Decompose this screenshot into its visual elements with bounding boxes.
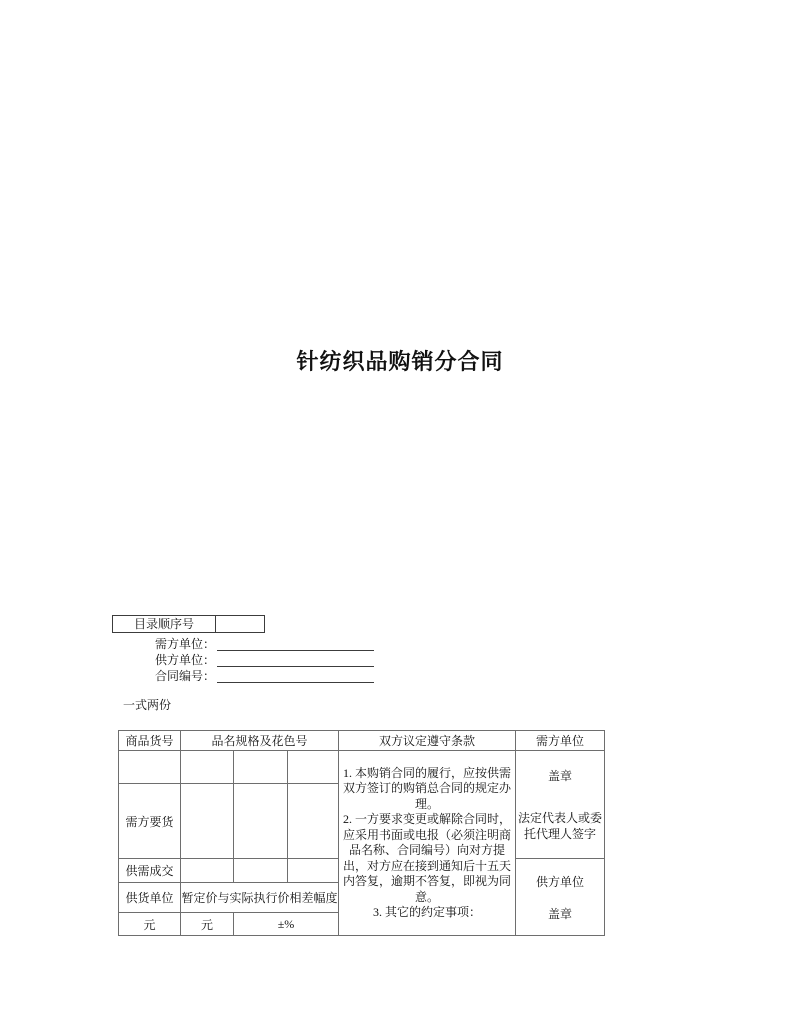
field-contract-number bbox=[155, 668, 374, 683]
catalog-number-label: 目录顺序号 bbox=[113, 616, 216, 632]
empty-cell bbox=[234, 751, 288, 784]
empty-cell bbox=[288, 859, 339, 883]
field-supply-unit-blank bbox=[217, 653, 374, 667]
table-header-row bbox=[119, 731, 605, 751]
field-demand-unit-label: 需方单位： bbox=[155, 637, 216, 651]
terms-item-1: 1. 本购销合同的履行，应按供需双方签订的购销总合同的规定办理。 bbox=[343, 765, 512, 811]
demand-unit-sign-cell bbox=[516, 751, 605, 859]
header-fields bbox=[155, 636, 374, 684]
unit-yuan-cell: 元 bbox=[181, 913, 234, 936]
terms-item-2: 2. 一方要求变更或解除合同时，应采用书面或电报（必须注明商品名称、合同编号）向对方提出，对方应在接到通知后十五天内答复，逾期不答复，即视为同意。 bbox=[343, 812, 512, 904]
empty-cell bbox=[181, 859, 234, 883]
header-item-no: 商品货号 bbox=[119, 731, 181, 751]
document-title: 针纺织品购销分合同 bbox=[296, 349, 504, 374]
supply-unit-label: 供方单位 bbox=[536, 874, 585, 889]
terms-cell bbox=[339, 751, 516, 936]
unit-yuan-cell: 元 bbox=[119, 913, 181, 936]
empty-cell bbox=[119, 751, 181, 784]
empty-cell bbox=[181, 784, 234, 859]
row-label-supply-demand-deal: 供需成交 bbox=[119, 859, 181, 883]
header-terms: 双方议定遵守条款 bbox=[339, 731, 516, 751]
plus-minus-percent-cell: ±% bbox=[234, 913, 339, 936]
header-demand-unit: 需方单位 bbox=[516, 731, 605, 751]
table-row bbox=[119, 751, 605, 784]
legal-representative-label: 法定代表人或委托代理人签字 bbox=[518, 811, 603, 841]
catalog-number-box bbox=[112, 615, 265, 633]
field-demand-unit bbox=[155, 636, 374, 651]
field-supply-unit bbox=[155, 652, 374, 667]
supply-seal-label: 盖章 bbox=[548, 906, 573, 921]
empty-cell bbox=[288, 751, 339, 784]
header-name-spec: 品名规格及花色号 bbox=[181, 731, 339, 751]
row-label-supply-unit: 供货单位 bbox=[119, 883, 181, 913]
supply-unit-sign-cell bbox=[516, 859, 605, 936]
price-diff-range-label: 暂定价与实际执行价相差幅度 bbox=[181, 883, 339, 913]
row-label-demand-order: 需方要货 bbox=[119, 784, 181, 859]
demand-seal-label: 盖章 bbox=[548, 769, 573, 783]
copies-note: 一式两份 bbox=[123, 698, 172, 712]
field-contract-number-label: 合同编号： bbox=[155, 669, 216, 683]
terms-item-3: 3. 其它的约定事项： bbox=[373, 905, 482, 919]
field-demand-unit-blank bbox=[217, 637, 374, 651]
empty-cell bbox=[234, 784, 288, 859]
catalog-number-value bbox=[216, 616, 264, 632]
field-contract-number-blank bbox=[217, 669, 374, 683]
empty-cell bbox=[234, 859, 288, 883]
empty-cell bbox=[288, 784, 339, 859]
field-supply-unit-label: 供方单位： bbox=[155, 653, 216, 667]
contract-table bbox=[118, 730, 605, 936]
empty-cell bbox=[181, 751, 234, 784]
